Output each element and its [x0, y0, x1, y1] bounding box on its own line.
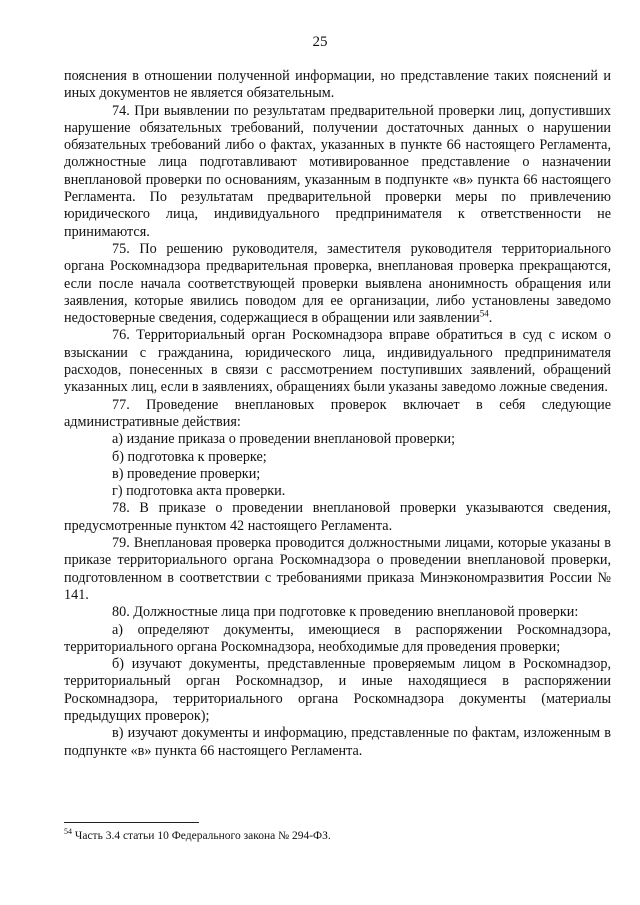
footnote-mark: 54 — [64, 827, 72, 837]
paragraph-continuation: пояснения в отношении полученной информации, но представление таких пояснений и иных документов не является обязательным. — [64, 68, 611, 102]
paragraph-77: 77. Проведение внеплановых проверок включает в себя следующие административные действия: — [64, 396, 611, 430]
list-item-77d: г) подготовка акта проверки. — [112, 483, 286, 500]
paragraph-80: 80. Должностные лица при подготовке к проведению внеплановой проверки: — [112, 604, 579, 621]
paragraph-76: 76. Территориальный орган Роскомнадзора вправе обратиться в суд с иском о взыскании с гражданина, юридического лица, индивидуального предпринимателя расходов, понесенных в связи с рассмотрением поступивших заявлений, обращений указанных лиц, если в заявлениях, обращениях были указаны заведомо ложные сведения. — [64, 327, 611, 396]
page-number: 25 — [312, 34, 328, 50]
paragraph-79: 79. Внеплановая проверка проводится должностными лицами, которые указаны в приказе территориального органа Роскомнадзора о проведении внеплановой проверки, подготовленном в соответствии с требованиями приказа Минэкономразвития России № 141. — [64, 535, 611, 603]
list-item-77c: в) проведение проверки; — [112, 465, 261, 482]
document-body — [64, 68, 611, 760]
list-item-80a: а) определяют документы, имеющиеся в распоряжении Роскомнадзора, территориального органа Роскомнадзора, необходимые для проведения проверки; — [64, 621, 611, 655]
footnote — [64, 829, 611, 843]
footnote-text: Часть 3.4 статьи 10 Федерального закона № 294-ФЗ. — [74, 830, 331, 842]
list-item-80b: б) изучают документы, представленные проверяемым лицом в Роскомнадзор, территориальный орган Роскомнадзор, и иные находящиеся в распоряжении Роскомнадзора, территориального органа Роскомнадзора документы (материалы предыдущих проверок); — [64, 656, 611, 724]
list-item-77a: а) издание приказа о проведении внеплановой проверки; — [112, 431, 456, 448]
list-item-77b: б) подготовка к проверке; — [112, 448, 267, 465]
footnote-divider — [64, 822, 199, 823]
footnote-reference: 54 — [479, 308, 489, 319]
paragraph-74: 74. При выявлении по результатам предварительной проверки лиц, допустивших нарушение обязательных требований, получении достаточных данных о нарушении обязательных требований либо о фактах, указанных в пункте 66 настоящего Регламента, должностные лица подготавливают мотивированное представление о назначении внеплановой проверки по основаниям, указанным в подпункте «в» пункта 66 настоящего Регламента. По результатам предварительной проверки меры по привлечению юридического лица, индивидуального предпринимателя к ответственности не принимаются. — [64, 102, 611, 240]
list-item-80c: в) изучают документы и информацию, представленные по фактам, изложенным в подпункте «в» пункта 66 настоящего Регламента. — [64, 725, 611, 759]
paragraph-78: 78. В приказе о проведении внеплановой проверки указываются сведения, предусмотренные пунктом 42 настоящего Регламента. — [64, 500, 611, 534]
paragraph-75: 75. По решению руководителя, заместителя руководителя территориального органа Роскомнадзора предварительная проверка, внеплановая проверка прекращаются, если после начала соответствующей проверки выявлена анонимность обращения или заявления, которые явились поводом для ее организации, либо установлены заведомо недостоверные сведения, содержащиеся в обращении или заявлении$^{54}$. — [64, 240, 611, 327]
